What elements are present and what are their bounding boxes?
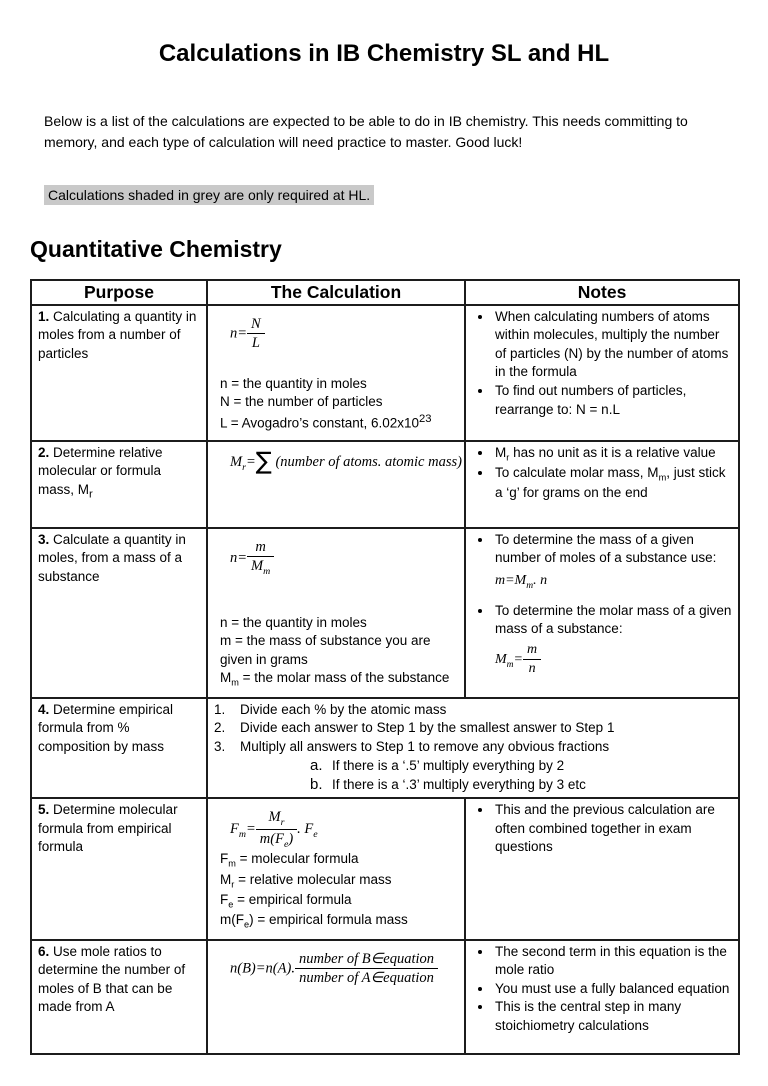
note-text: $M_r$ has no unit as it is a relative value bbox=[495, 444, 716, 463]
definition-line: $M_m$ = the molar mass of the substance bbox=[220, 670, 450, 689]
table-row bbox=[31, 940, 739, 1054]
notes-list bbox=[472, 531, 732, 687]
calculation-cell bbox=[207, 528, 465, 698]
calculation-cell bbox=[207, 305, 465, 441]
steps-cell bbox=[207, 698, 739, 798]
note-item bbox=[493, 382, 732, 419]
numbered-step bbox=[214, 738, 732, 757]
symbol-definitions bbox=[220, 614, 452, 692]
definition-line: L = Avogadro’s constant, $6.02x10^{23}$ bbox=[220, 412, 432, 431]
note-item bbox=[493, 444, 732, 464]
calculation-formula bbox=[220, 805, 452, 850]
page-title: Calculations in IB Chemistry SL and HL bbox=[158, 40, 610, 67]
hl-note: Calculations shaded in grey are only required at HL. bbox=[44, 185, 374, 205]
fraction-numerator: number of B∈equation bbox=[295, 951, 438, 970]
table-row bbox=[31, 528, 739, 698]
symbol-definitions bbox=[220, 850, 452, 933]
note-item bbox=[493, 801, 732, 857]
notes-list bbox=[472, 444, 732, 503]
note-item bbox=[493, 980, 732, 999]
fraction-numerator: m bbox=[523, 642, 541, 660]
calculation-content bbox=[214, 943, 458, 1051]
col-header-purpose: Purpose bbox=[31, 280, 207, 305]
formula-text: $M_m=$ bbox=[495, 651, 523, 670]
purpose-cell bbox=[31, 798, 207, 940]
lettered-substep bbox=[214, 776, 732, 795]
purpose-number: 1. bbox=[38, 308, 54, 324]
step-text: Divide each % by the atomic mass bbox=[240, 701, 447, 717]
notes-cell bbox=[465, 305, 739, 441]
table-header-row bbox=[31, 280, 739, 305]
note-item bbox=[493, 308, 732, 383]
formula-text: . $F_e$ bbox=[297, 821, 318, 840]
fraction-numerator: N bbox=[247, 316, 265, 335]
definition-line: m = the mass of substance you are given in grams bbox=[220, 633, 431, 667]
purpose-number: 6. bbox=[38, 943, 54, 959]
fraction-numerator: m bbox=[247, 539, 274, 558]
notes-list bbox=[472, 308, 732, 420]
note-text: When calculating numbers of atoms within molecules, multiply the number of particles (N) by the number of atoms in the formula bbox=[495, 308, 729, 380]
table-row bbox=[31, 698, 739, 798]
purpose-cell bbox=[31, 698, 207, 798]
notes-cell bbox=[465, 528, 739, 698]
fraction bbox=[247, 539, 274, 578]
definition-line: n = the quantity in moles bbox=[220, 614, 367, 630]
note-text: The second term in this equation is the mole ratio bbox=[495, 943, 727, 978]
fraction-denominator: L bbox=[251, 335, 260, 352]
step-marker: 1. bbox=[214, 701, 226, 717]
calculation-formula bbox=[220, 446, 462, 475]
step-marker: 2. bbox=[214, 720, 226, 736]
table-row bbox=[31, 798, 739, 940]
formula-text: $M_r=$ bbox=[230, 453, 256, 473]
note-text: This is the central step in many stoichiometry calculations bbox=[495, 999, 682, 1034]
section-heading: Quantitative Chemistry bbox=[30, 235, 282, 262]
purpose-text: Determine empirical formula from % composition by mass bbox=[38, 701, 174, 754]
purpose-text: Determine relative molecular or formula mass, $M_r$ bbox=[38, 444, 163, 501]
numbered-step bbox=[214, 701, 732, 720]
note-text: To determine the mass of a given number of moles of a substance use: bbox=[495, 531, 717, 566]
calculation-cell bbox=[207, 441, 465, 528]
note-text: To calculate molar mass, $M_m$, just stick a ‘g’ for grams on the end bbox=[495, 464, 726, 501]
sigma-sum-symbol: ∑ bbox=[255, 446, 272, 475]
fraction bbox=[247, 316, 265, 352]
fraction bbox=[523, 642, 541, 677]
note-text: You must use a fully balanced equation bbox=[495, 980, 730, 996]
fraction bbox=[256, 809, 297, 850]
calculation-content bbox=[214, 531, 458, 695]
substep-marker: b. bbox=[310, 776, 323, 794]
purpose-cell bbox=[31, 305, 207, 441]
hl-note-line bbox=[44, 187, 738, 203]
col-header-notes: Notes bbox=[465, 280, 739, 305]
step-marker: 3. bbox=[214, 739, 226, 755]
step-text: Multiply all answers to Step 1 to remove any obvious fractions bbox=[240, 739, 610, 755]
note-text: To determine the molar mass of a given mass of a substance: bbox=[495, 602, 732, 637]
fraction bbox=[295, 951, 438, 987]
fraction-numerator: $M_r$ bbox=[256, 809, 297, 830]
definition-line: $m(F_e)$ = empirical formula mass bbox=[220, 912, 408, 930]
purpose-text: Use mole ratios to determine the number of moles of B that can be made from A bbox=[38, 943, 186, 1015]
step-text: Divide each answer to Step 1 by the smallest answer to Step 1 bbox=[240, 720, 615, 736]
formula-text: n(B)=n(A). bbox=[230, 960, 295, 977]
note-item bbox=[493, 464, 732, 503]
calculation-formula bbox=[220, 947, 452, 987]
note-text: This and the previous calculation are often combined together in exam questions bbox=[495, 802, 715, 855]
notes-list bbox=[472, 943, 732, 1036]
note-formula bbox=[495, 639, 732, 686]
definition-line: N = the number of particles bbox=[220, 394, 383, 410]
substep-text: If there is a ‘.5’ multiply everything by 2 bbox=[332, 758, 565, 774]
purpose-text: Determine molecular formula from empirical formula bbox=[38, 802, 178, 855]
substep-text: If there is a ‘.3’ multiply everything by 3 etc bbox=[332, 777, 586, 793]
definition-line: $F_m$ = molecular formula bbox=[220, 851, 359, 870]
table-row bbox=[31, 305, 739, 441]
note-item bbox=[493, 943, 732, 980]
substep-marker: a. bbox=[310, 757, 323, 775]
notes-cell bbox=[465, 798, 739, 940]
purpose-text: Calculate a quantity in moles, from a mass of a substance bbox=[38, 531, 186, 584]
purpose-cell bbox=[31, 940, 207, 1054]
calculation-cell bbox=[207, 940, 465, 1054]
note-item bbox=[493, 998, 732, 1035]
note-item bbox=[493, 531, 732, 602]
notes-cell bbox=[465, 441, 739, 528]
formula-text: n= bbox=[230, 549, 248, 566]
definition-line: n = the quantity in moles bbox=[220, 375, 367, 391]
notes-list bbox=[472, 801, 732, 857]
calculation-content bbox=[214, 801, 458, 937]
purpose-number: 5. bbox=[38, 802, 54, 818]
symbol-definitions bbox=[220, 375, 452, 435]
formula-text: (number of atoms. atomic mass) bbox=[271, 453, 462, 470]
purpose-text: Calculating a quantity in moles from a number of particles bbox=[38, 308, 197, 361]
calculation-cell bbox=[207, 798, 465, 940]
table-row bbox=[31, 441, 739, 528]
definition-line: $F_e$ = empirical formula bbox=[220, 892, 352, 910]
fraction-denominator: $m(F_e)$ bbox=[259, 831, 294, 851]
calculation-formula bbox=[220, 312, 452, 352]
calculation-content bbox=[214, 444, 462, 525]
formula-text: $m=M_m$. n bbox=[495, 572, 548, 591]
purpose-cell bbox=[31, 528, 207, 698]
fraction-denominator: n bbox=[528, 661, 536, 677]
note-formula bbox=[495, 568, 732, 602]
calculation-formula bbox=[220, 535, 452, 578]
fraction-denominator: $M_m$ bbox=[251, 558, 271, 578]
definition-line: $M_r$ = relative molecular mass bbox=[220, 871, 392, 890]
calculation-content bbox=[214, 308, 458, 438]
lettered-substep bbox=[214, 757, 732, 776]
purpose-number: 3. bbox=[38, 531, 54, 547]
calculations-table bbox=[30, 279, 740, 1055]
purpose-cell bbox=[31, 441, 207, 528]
note-text: To find out numbers of particles, rearrange to: N = n.L bbox=[495, 383, 687, 417]
purpose-number: 2. bbox=[38, 444, 54, 460]
notes-cell bbox=[465, 940, 739, 1054]
col-header-calculation: The Calculation bbox=[207, 280, 465, 305]
formula-text: n= bbox=[230, 325, 248, 342]
formula-text: $F_m=$ bbox=[230, 821, 256, 840]
numbered-step bbox=[214, 719, 732, 738]
note-item bbox=[493, 602, 732, 686]
intro-paragraph: Below is a list of the calculations are expected to be able to do in IB chemistry. This needs committing to memory, and each type of calculation will need practice to master. Good luck! bbox=[44, 112, 688, 150]
fraction-denominator: number of A∈equation bbox=[299, 970, 434, 987]
purpose-number: 4. bbox=[38, 701, 54, 717]
